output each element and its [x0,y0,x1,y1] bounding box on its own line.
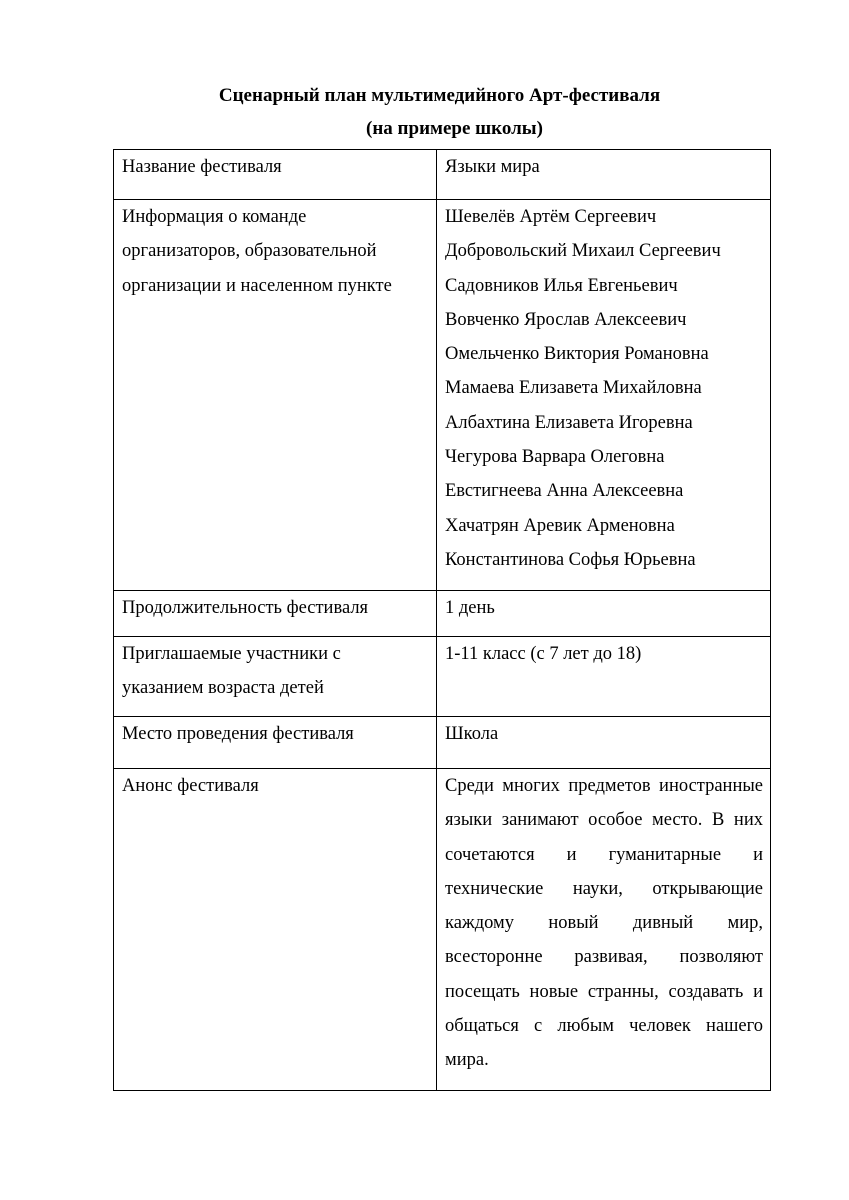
organizers-list [445,200,763,577]
organizer-name: Вовченко Ярослав Алексеевич [445,309,687,330]
organizer-name: Евстигнеева Анна Алексеевна [445,481,684,502]
participants-label: Приглашаемые участники с указанием возраста детей [122,644,341,699]
festival-name-value: Языки мира [445,157,540,177]
organizer-name: Албахтина Елизавета Игоревна [445,412,693,433]
row-value-cell [437,769,771,1091]
announcement-text: Среди многих предметов иностранные языки занимают особое место. В них сочетаются и гуманитарные и технические науки, открывающие каждому новый дивный мир, всесторонне развивая, позволяют посещать новые странны, создавать и общаться с любым человек нашего мира. [445,776,763,1071]
table-row [114,637,771,717]
organizer-name: Добровольский Михаил Сергеевич [445,241,721,262]
table-row [114,717,771,769]
organizer-name: Садовников Илья Евгеньевич [445,275,678,296]
table-row [114,150,771,200]
venue-value: Школа [445,724,499,744]
organizer-name: Хачатрян Аревик Арменовна [445,515,675,536]
organizer-name: Мамаева Елизавета Михайловна [445,378,702,399]
organizers-info-label: Информация о команде организаторов, образовательной организации и населенном пункте [122,207,392,296]
row-label-cell [114,769,437,1091]
table-row [114,591,771,637]
organizer-name: Чегурова Варвара Олеговна [445,447,665,468]
organizer-name: Константинова Софья Юрьевна [445,549,696,570]
document-subtitle: (на примере школы) [366,118,543,139]
row-label-cell [114,717,437,769]
row-value-cell [437,150,771,200]
announcement-label: Анонс фестиваля [122,776,259,796]
duration-label: Продолжительность фестиваля [122,598,369,618]
duration-value: 1 день [445,598,495,618]
document-title: Сценарный план мультимедийного Арт-фестиваля [218,85,661,106]
festival-name-label: Название фестиваля [122,157,282,177]
row-value-cell [437,591,771,637]
venue-label: Место проведения фестиваля [122,724,354,744]
row-label-cell [114,150,437,200]
table-row [114,769,771,1091]
organizer-name: Шевелёв Артём Сергеевич [445,207,657,227]
row-value-cell [437,637,771,717]
row-label-cell [114,591,437,637]
row-value-cell [437,200,771,591]
row-label-cell [114,200,437,591]
organizer-name: Омельченко Виктория Романовна [445,344,709,365]
festival-plan-table [113,149,771,1091]
table-row [114,200,771,591]
participants-value: 1-11 класс (с 7 лет до 18) [445,644,642,664]
row-label-cell [114,637,437,717]
row-value-cell [437,717,771,769]
